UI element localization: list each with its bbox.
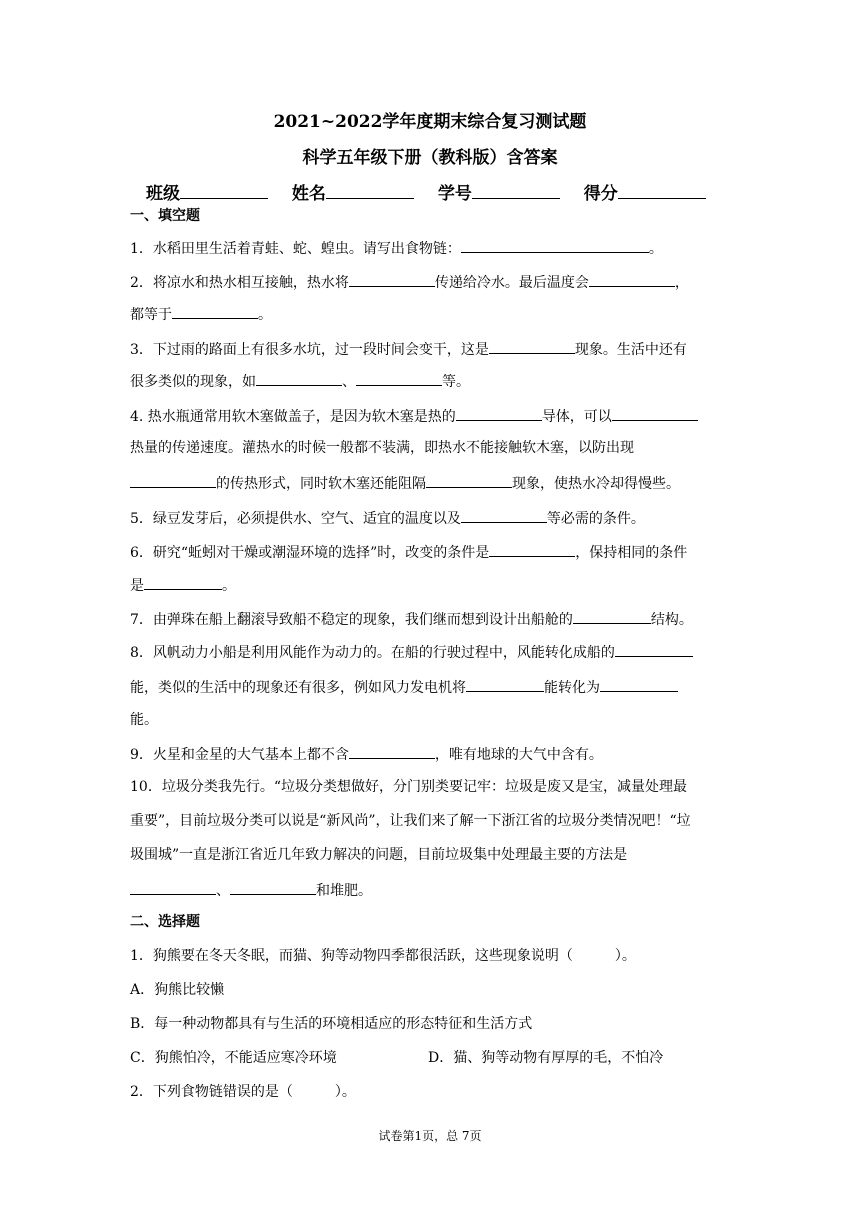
question-line: 能，类似的生活中的现象还有很多，例如风力发电机将 能转化为 — [130, 676, 732, 698]
question-line: 4. 热水瓶通常用软木塞做盖子，是因为软木塞是热的 导体，可以 — [130, 405, 732, 427]
question-line: 重要”，目前垃圾分类可以说是“新风尚”，让我们来了解一下浙江省的垃圾分类情况吧！“垃 — [130, 813, 691, 829]
question-line: 1．水稻田里生活着青蛙、蛇、蝗虫。请写出食物链： 。 — [130, 237, 732, 259]
exam-title: 2021~2022学年度期末综合复习测试题 — [273, 112, 587, 132]
question-line: 6．研究“蚯蚓对干燥或潮湿环境的选择”时，改变的条件是 ，保持相同的条件 — [130, 541, 732, 563]
question-line: 很多类似的现象，如 、 等。 — [130, 370, 732, 392]
choice-option-row — [130, 1048, 732, 1068]
question-line: 7．由弹珠在船上翻滚导致船不稳定的现象，我们继而想到设计出船舱的 结构。 — [130, 608, 732, 630]
section-multiple-choice-heading: 二、选择题 — [130, 914, 200, 930]
question-line: 10．垃圾分类我先行。“垃圾分类想做好，分门别类要记牢：垃圾是废又是宝，减量处理最 — [130, 779, 687, 795]
choice-question: 2．下列食物链错误的是（ ）。 — [130, 1084, 356, 1100]
question-line: 5．绿豆发芽后，必须提供水、空气、适宜的温度以及 等必需的条件。 — [130, 507, 732, 529]
choice-question: 1．狗熊要在冬天冬眠，而猫、狗等动物四季都很活跃，这些现象说明（ ）。 — [130, 948, 636, 964]
score-field: 得分 — [584, 180, 706, 206]
student-id-field: 学号 — [438, 180, 560, 206]
page-footer: 试卷第1页，总 7页 — [378, 1129, 482, 1143]
choice-option: A．狗熊比较懒 — [130, 982, 225, 998]
question-line: 的传热形式，同时软木塞还能阻隔 现象，使热水冷却得慢些。 — [130, 472, 732, 494]
student-info-row — [146, 180, 746, 206]
question-line: 都等于 。 — [130, 303, 732, 325]
class-field: 班级 — [146, 180, 268, 206]
question-line: 8．风帆动力小船是利用风能作为动力的。在船的行驶过程中，风能转化成船的 — [130, 641, 732, 663]
question-line: 热量的传递速度。灌热水的时候一般都不装满，即热水不能接触软木塞，以防出现 — [130, 440, 634, 456]
choice-option: D．猫、狗等动物有厚厚的毛，不怕冷 — [428, 1050, 664, 1066]
question-line: 是 。 — [130, 574, 732, 596]
choice-option: C．狗熊怕冷，不能适应寒冷环境 — [130, 1050, 337, 1066]
question-line: 、 和堆肥。 — [130, 879, 732, 901]
question-line: 2．将凉水和热水相互接触，热水将 传递给冷水。最后温度会 ， — [130, 271, 732, 293]
question-line: 圾围城”一直是浙江省近几年致力解决的问题，目前垃圾集中处理最主要的方法是 — [130, 847, 628, 863]
choice-option: B．每一种动物都具有与生活的环境相适应的形态特征和生活方式 — [130, 1016, 533, 1032]
exam-subtitle: 科学五年级下册（教科版）含答案 — [302, 148, 558, 168]
question-line: 3．下过雨的路面上有很多水坑，过一段时间会变干，这是 现象。生活中还有 — [130, 338, 732, 360]
name-field: 姓名 — [292, 180, 414, 206]
section-fill-blank-heading: 一、填空题 — [130, 208, 200, 224]
question-line: 9．火星和金星的大气基本上都不含 ，唯有地球的大气中含有。 — [130, 743, 732, 765]
question-line: 能。 — [130, 712, 158, 728]
